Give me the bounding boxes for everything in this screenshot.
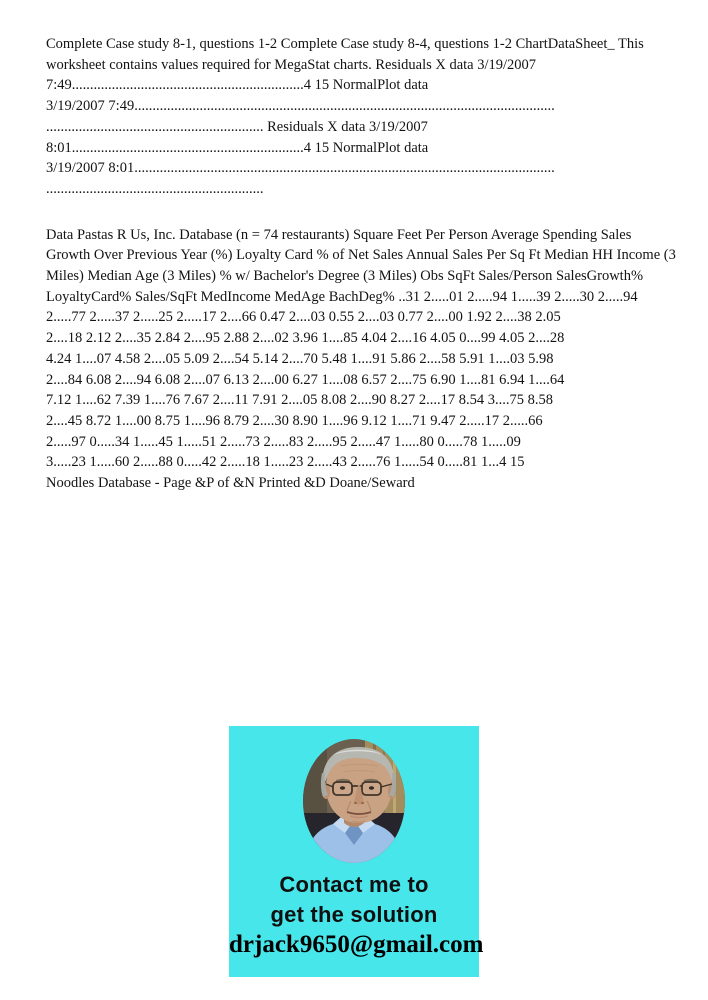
text-line: Complete Case study 8-1, questions 1-2 Complete Case study 8-4, questions 1-2 ChartDataSheet_ This xyxy=(46,36,644,52)
text-line: 2.....97 0.....34 1.....45 1.....51 2.....73 2.....83 2.....95 2.....47 1.....80 0.....78 1.....09 xyxy=(46,433,521,450)
text-line: 2....45 8.72 1....00 8.75 1....96 8.79 2....30 8.90 1....96 9.12 1....71 9.47 2.....17 2.....66 xyxy=(46,412,543,429)
text-line: 2....18 2.12 2....35 2.84 2....95 2.88 2....02 3.96 1....85 4.04 2....16 4.05 0....99 4.05 2....28 xyxy=(46,330,565,347)
text-line: 3/19/2007 8:01.................................................................................................................... xyxy=(46,160,555,177)
contact-email: drjack9650@gmail.com xyxy=(229,931,484,958)
text-line: 7:49................................................................4 15 NormalPlot data xyxy=(46,77,429,94)
document-body xyxy=(46,34,676,494)
text-line: ............................................................ xyxy=(46,180,264,197)
text-line: 7.12 1....62 7.39 1....76 7.67 2....11 7.91 2....05 8.08 2....90 8.27 2....17 8.54 3....75 8.58 xyxy=(46,392,553,409)
text-line: 4.24 1....07 4.58 2....05 5.09 2....54 5.14 2....70 5.48 1....91 5.86 2....58 5.91 1....03 5.98 xyxy=(46,350,554,367)
contact-portrait-photo xyxy=(303,739,405,863)
text-line: Growth Over Previous Year (%) Loyalty Card % of Net Sales Annual Sales Per Sq Ft Median HH Income (3 xyxy=(46,247,676,264)
contact-banner xyxy=(229,726,484,977)
contact-heading-line1: Contact me to xyxy=(279,872,429,897)
text-line: 3/19/2007 7:49.................................................................................................................... xyxy=(46,98,555,115)
paragraph-database-data xyxy=(46,225,676,494)
text-line: Data Pastas R Us, Inc. Database (n = 74 restaurants) Square Feet Per Person Average Spending Sales xyxy=(46,226,632,243)
text-line: Noodles Database - Page &P of &N Printed &D Doane/Seward xyxy=(46,475,415,492)
text-line: Miles) Median Age (3 Miles) % w/ Bachelor's Degree (3 Miles) Obs SqFt Sales/Person SalesGrowth% xyxy=(46,268,644,285)
paragraph-case-study-header xyxy=(46,34,671,200)
text-line: ............................................................ Residuals X data 3/19/2007 xyxy=(46,118,428,135)
text-line: 2....84 6.08 2....94 6.08 2....07 6.13 2....00 6.27 1....08 6.57 2....75 6.90 1....81 6.94 1....64 xyxy=(46,371,565,388)
text-line: worksheet contains values required for MegaStat charts. Residuals X data 3/19/2007 xyxy=(46,56,537,73)
contact-heading-line2: get the solution xyxy=(270,902,438,927)
text-line: LoyaltyCard% Sales/SqFt MedIncome MedAge BachDeg% ..31 2.....01 2.....94 1.....39 2.....30 2.....94 xyxy=(46,288,638,305)
text-line: 8:01................................................................4 15 NormalPlot data xyxy=(46,139,429,156)
text-line: 3.....23 1.....60 2.....88 0.....42 2.....18 1.....23 2.....43 2.....76 1.....54 0.....81 1...4 15 xyxy=(46,454,525,471)
text-line: 2.....77 2.....37 2.....25 2.....17 2....66 0.47 2....03 0.55 2....03 0.77 2....00 1.92 2....38 2.05 xyxy=(46,309,561,326)
